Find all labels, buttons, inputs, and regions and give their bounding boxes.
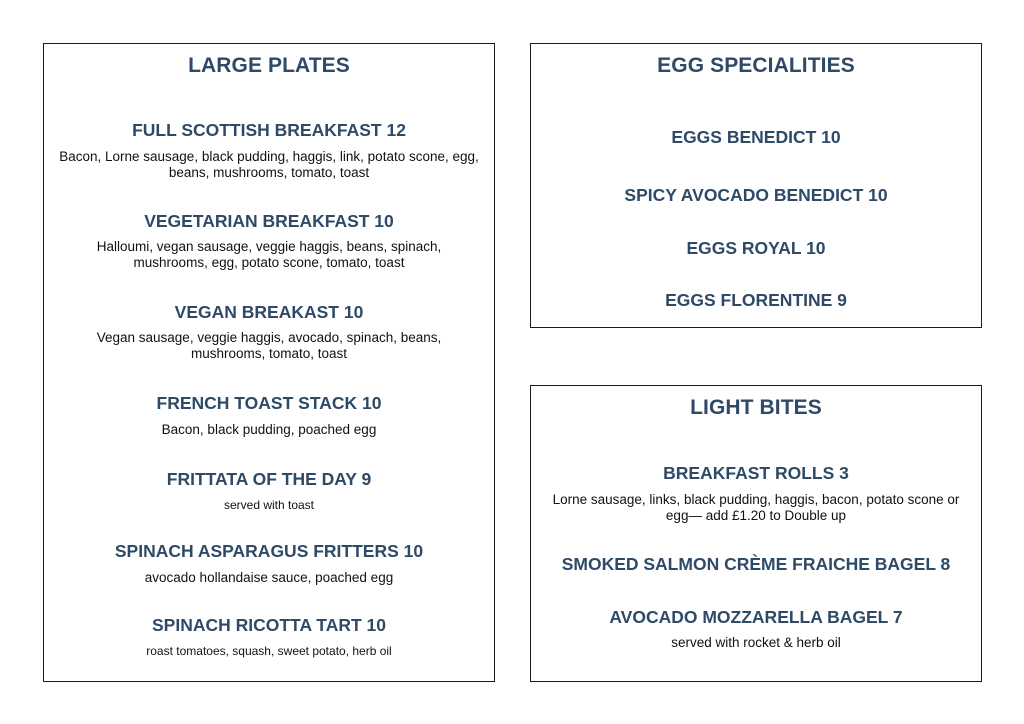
egg-specialities-section (530, 43, 982, 328)
menu-item-description: Vegan sausage, veggie haggis, avocado, spinach, beans, mushrooms, tomato, toast (96, 330, 442, 361)
menu-item-description: served with toast (223, 498, 315, 512)
menu-item-title: VEGETARIAN BREAKFAST 10 (144, 211, 394, 231)
menu-item-title: SMOKED SALMON CRÈME FRAICHE BAGEL 8 (561, 554, 951, 574)
menu-item-title: SPINACH RICOTTA TART 10 (152, 615, 386, 635)
menu-item-description: Lorne sausage, links, black pudding, haggis, bacon, potato scone or egg— add £1.20 to Double up (552, 492, 960, 523)
menu-item-description: Bacon, Lorne sausage, black pudding, haggis, link, potato scone, egg, beans, mushrooms, tomato, toast (59, 149, 479, 180)
section-heading: LIGHT BITES (690, 396, 822, 419)
menu-item-description: avocado hollandaise sauce, poached egg (144, 570, 394, 585)
menu-item-title: AVOCADO MOZZARELLA BAGEL 7 (609, 607, 903, 627)
light-bites-section (530, 385, 982, 682)
section-heading: LARGE PLATES (188, 54, 350, 77)
menu-item-title: EGGS ROYAL 10 (686, 238, 826, 258)
menu-item-description: roast tomatoes, squash, sweet potato, herb oil (146, 644, 392, 658)
section-heading: EGG SPECIALITIES (657, 54, 855, 77)
menu-item-title: EGGS FLORENTINE 9 (665, 290, 847, 310)
menu-item-title: FRITTATA OF THE DAY 9 (166, 469, 372, 489)
menu-item-title: EGGS BENEDICT 10 (671, 127, 841, 147)
menu-item-title: SPICY AVOCADO BENEDICT 10 (624, 185, 888, 205)
menu-item-title: FULL SCOTTISH BREAKFAST 12 (132, 120, 406, 140)
menu-item-description: Halloumi, vegan sausage, veggie haggis, beans, spinach, mushrooms, egg, potato scone, tomato, toast (96, 239, 442, 270)
menu-item-title: SPINACH ASPARAGUS FRITTERS 10 (114, 541, 424, 561)
menu-item-description: served with rocket & herb oil (671, 635, 841, 650)
menu-item-description: Bacon, black pudding, poached egg (161, 422, 377, 437)
menu-item-title: VEGAN BREAKAST 10 (174, 302, 364, 322)
menu-item-title: BREAKFAST ROLLS 3 (663, 463, 849, 483)
menu-item-title: FRENCH TOAST STACK 10 (156, 393, 382, 413)
large-plates-section (43, 43, 495, 682)
